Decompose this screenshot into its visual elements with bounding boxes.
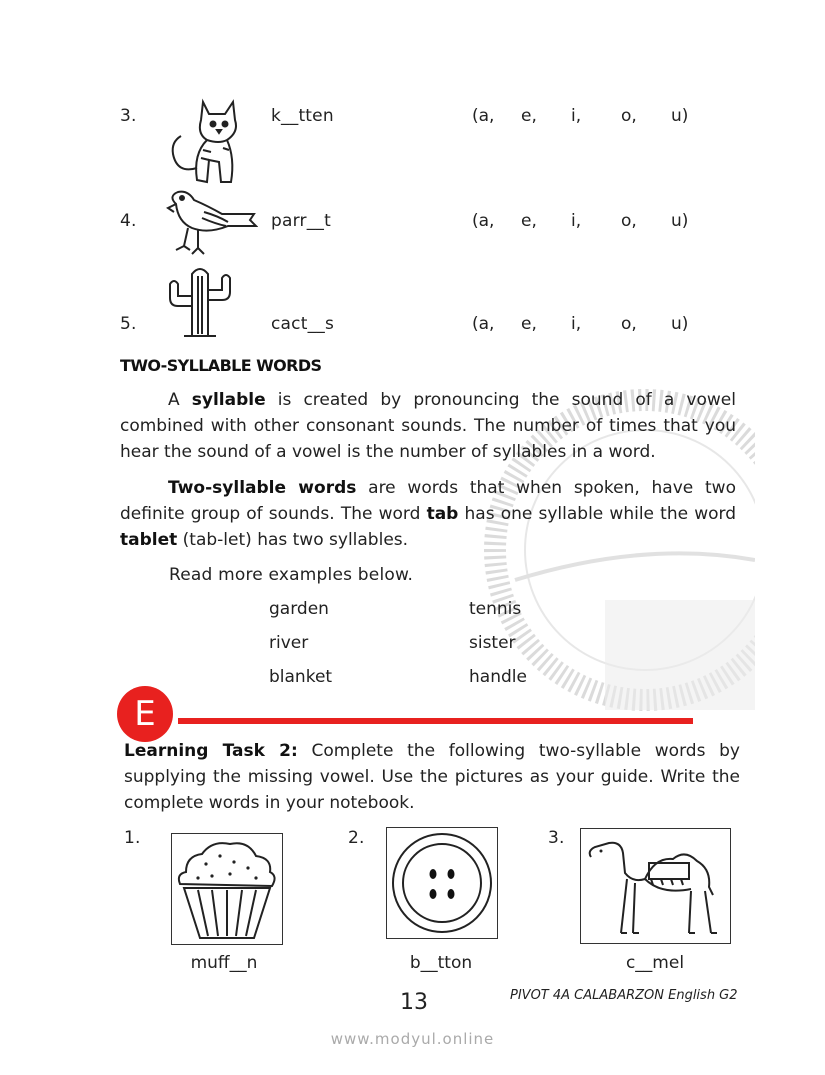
choice-e: e,: [521, 211, 537, 231]
example-word: sister: [469, 633, 516, 653]
camel-frame: [580, 828, 731, 944]
two-syllable-paragraph: Two-syllable words are words that when spoken, have two definite group of sounds. The word tab has one syllable while the word tablet (tab-let) has two syllables.: [120, 478, 736, 550]
red-divider: [178, 718, 693, 724]
learning-task-instructions: Learning Task 2: Complete the following two-syllable words by supplying the missing vowel. Use the pictures as your guide. Write the complete words in your notebook.: [124, 741, 740, 813]
cactus-icon: [164, 262, 236, 340]
parrot-icon: [158, 186, 258, 258]
task-word: b__tton: [409, 953, 473, 973]
kitten-icon: [163, 98, 245, 188]
choice-i: i,: [571, 211, 582, 231]
item-word: parr__t: [271, 211, 331, 231]
section-title: TWO-SYLLABLE WORDS: [120, 356, 322, 375]
item-number: 5.: [120, 314, 137, 334]
button-icon: [387, 828, 497, 938]
choice-o: o,: [621, 211, 637, 231]
muffin-icon: [172, 834, 282, 944]
task-number: 1.: [124, 828, 141, 848]
task-number: 2.: [348, 828, 365, 848]
muffin-frame: [171, 833, 283, 945]
task-label: Learning Task 2:: [124, 741, 298, 761]
choice-i: i,: [571, 314, 582, 334]
choice-u: u): [671, 314, 689, 334]
example-word: river: [269, 633, 309, 653]
choice-e: e,: [521, 314, 537, 334]
item-number: 3.: [120, 106, 137, 126]
term-tablet: tablet: [120, 530, 178, 550]
camel-icon: [581, 829, 730, 943]
item-word: k__tten: [271, 106, 334, 126]
button-frame: [386, 827, 498, 939]
choice-a: (a,: [472, 211, 495, 231]
example-word: tennis: [469, 599, 522, 619]
choice-o: o,: [621, 106, 637, 126]
task-word: c__mel: [625, 953, 685, 973]
choice-o: o,: [621, 314, 637, 334]
choice-i: i,: [571, 106, 582, 126]
syllable-paragraph: A syllable is created by pronouncing the sound of a vowel combined with other consonant sounds. The number of times that you hear the sound of a vowel is the number of syllables in a word.: [120, 390, 736, 462]
page-number: 13: [400, 990, 428, 1015]
choice-u: u): [671, 106, 689, 126]
item-number: 4.: [120, 211, 137, 231]
example-word: garden: [269, 599, 329, 619]
example-word: handle: [469, 667, 527, 687]
term-syllable: syllable: [191, 390, 266, 410]
term-two-syllable: Two-syllable words: [168, 478, 357, 498]
site-watermark: www.modyul.online: [330, 1030, 495, 1048]
series-label: PIVOT 4A CALABARZON English G2: [510, 988, 738, 1003]
term-tab: tab: [426, 504, 459, 524]
task-word: muff__n: [190, 953, 258, 973]
choice-a: (a,: [472, 314, 495, 334]
choice-a: (a,: [472, 106, 495, 126]
task-number: 3.: [548, 828, 565, 848]
examples-intro: Read more examples below.: [169, 565, 414, 585]
section-e-badge: E: [117, 686, 173, 742]
item-word: cact__s: [271, 314, 335, 334]
choice-u: u): [671, 211, 689, 231]
choice-e: e,: [521, 106, 537, 126]
example-word: blanket: [269, 667, 333, 687]
